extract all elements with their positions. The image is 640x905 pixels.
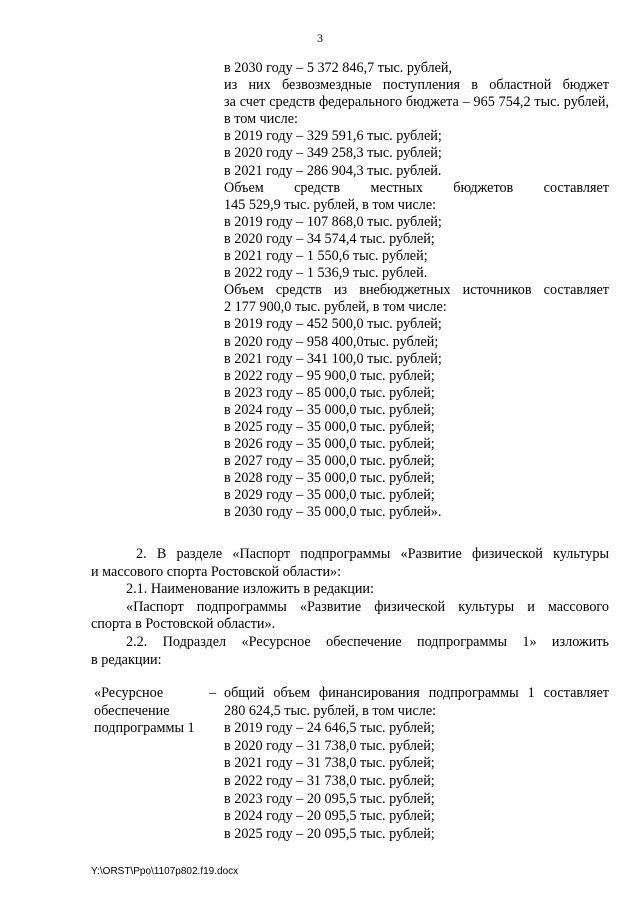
budget-text-block xyxy=(224,60,609,522)
passport-values xyxy=(224,685,609,843)
budget-line: Объем средств местных бюджетов составляет xyxy=(224,179,609,196)
quote-line-1: «Паспорт подпрограммы «Развитие физической культуры и массового xyxy=(126,598,609,615)
page-number: 3 xyxy=(317,31,323,45)
budget-line: в 2028 году – 35 000,0 тыс. рублей; xyxy=(224,470,435,487)
passport-value-line: в 2023 году – 20 095,5 тыс. рублей; xyxy=(224,790,435,807)
section-2-line-2: и массового спорта Ростовской области»: xyxy=(91,563,342,580)
passport-value-line: в 2021 году – 31 738,0 тыс. рублей; xyxy=(224,755,435,772)
file-path-footer: Y:\ORST\Ppo\1107p802.f19.docx xyxy=(91,866,239,877)
budget-line: 145 529,9 тыс. рублей, в том числе: xyxy=(224,196,437,213)
budget-line: в 2022 году – 1 536,9 тыс. рублей. xyxy=(224,265,428,282)
budget-line: в 2019 году – 452 500,0 тыс. рублей; xyxy=(224,316,442,333)
passport-label-line: «Ресурсное xyxy=(94,685,164,701)
passport-value-line: в 2024 году – 20 095,5 тыс. рублей; xyxy=(224,808,435,825)
budget-line: 2 177 900,0 тыс. рублей, в том числе: xyxy=(224,299,447,316)
passport-label xyxy=(94,685,209,738)
section-2-line-1: 2. В разделе «Паспорт подпрограммы «Развитие физической культуры xyxy=(136,546,609,562)
budget-line: в 2020 году – 958 400,0тыс. рублей; xyxy=(224,333,439,350)
passport-label-line: подпрограммы 1 xyxy=(94,720,195,737)
quote-line-2: спорта в Ростовской области». xyxy=(91,616,276,633)
passport-value-line: в 2019 году – 24 646,5 тыс. рублей; xyxy=(224,720,435,737)
budget-line: в 2021 году – 341 100,0 тыс. рублей; xyxy=(224,350,442,367)
budget-line: в 2030 году – 35 000,0 тыс. рублей». xyxy=(224,504,442,521)
passport-value-line: в 2020 году – 31 738,0 тыс. рублей; xyxy=(224,737,435,754)
passport-value-line: 280 624,5 тыс. рублей, в том числе: xyxy=(224,702,437,719)
budget-line: в 2020 году – 34 574,4 тыс. рублей; xyxy=(224,230,435,247)
budget-line: в 2022 году – 95 900,0 тыс. рублей; xyxy=(224,367,435,384)
budget-line: в 2021 году – 286 904,3 тыс. рублей. xyxy=(224,162,442,179)
passport-label-line: обеспечение xyxy=(94,702,170,719)
budget-line: в 2025 году – 35 000,0 тыс. рублей; xyxy=(224,418,435,435)
passport-value-line: общий объем финансирования подпрограммы 1 составляет xyxy=(224,685,609,701)
budget-line: в 2023 году – 85 000,0 тыс. рублей; xyxy=(224,384,435,401)
passport-dash: – xyxy=(209,685,217,701)
passport-value-line: в 2025 году – 20 095,5 тыс. рублей; xyxy=(224,825,435,842)
budget-line: из них безвозмездные поступления в областной бюджет xyxy=(224,77,609,94)
section-2 xyxy=(91,546,609,669)
budget-line: Объем средств из внебюджетных источников составляет xyxy=(224,282,609,299)
budget-line: в 2021 году – 1 550,6 тыс. рублей; xyxy=(224,248,428,265)
budget-line: в 2026 году – 35 000,0 тыс. рублей; xyxy=(224,436,435,453)
budget-line: в 2027 году – 35 000,0 тыс. рублей; xyxy=(224,453,435,470)
budget-line: в 2024 году – 35 000,0 тыс. рублей; xyxy=(224,401,435,418)
budget-line: в 2019 году – 107 868,0 тыс. рублей; xyxy=(224,213,442,230)
budget-line: в 2030 году – 5 372 846,7 тыс. рублей, xyxy=(224,60,453,76)
budget-line: в том числе: xyxy=(224,111,298,128)
passport-value-line: в 2022 году – 31 738,0 тыс. рублей; xyxy=(224,772,435,789)
item-2-2-line-2: в редакции: xyxy=(91,651,162,668)
item-2-2-line-1: 2.2. Подраздел «Ресурсное обеспечение подпрограммы 1» изложить xyxy=(126,633,609,650)
budget-line: в 2019 году – 329 591,6 тыс. рублей; xyxy=(224,128,442,145)
budget-line: в 2029 году – 35 000,0 тыс. рублей; xyxy=(224,487,435,504)
item-2-1: 2.1. Наименование изложить в редакции: xyxy=(126,581,374,598)
budget-line: за счет средств федерального бюджета – 965 754,2 тыс. рублей, xyxy=(224,94,609,111)
budget-line: в 2020 году – 349 258,3 тыс. рублей; xyxy=(224,145,442,162)
